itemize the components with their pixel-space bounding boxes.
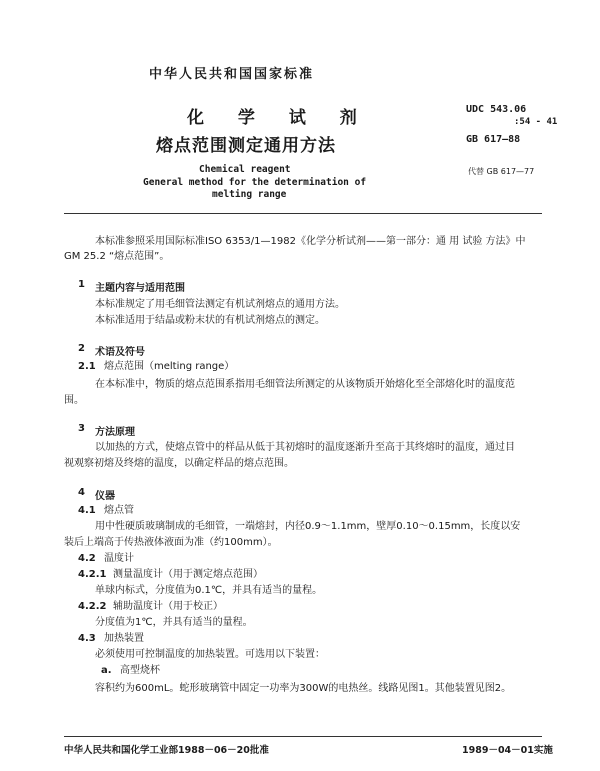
section-1-number: 1 bbox=[78, 279, 85, 290]
section-4-2-1-text: 单球内标式，分度值为0.1℃，并具有适当的量程。 bbox=[95, 585, 323, 596]
section-4-2-title: 温度计 bbox=[104, 553, 134, 564]
section-4-number: 4 bbox=[78, 487, 85, 498]
national-standard-heading: 中华人民共和国国家标准 bbox=[149, 67, 315, 82]
section-4-3-number: 4.3 bbox=[78, 633, 96, 644]
intro-line2: GM 25.2 “熔点范围”。 bbox=[64, 251, 170, 262]
section-4-2-1-number: 4.2.1 bbox=[78, 569, 107, 580]
gb-code: GB 617—88 bbox=[466, 134, 521, 145]
section-2-number: 2 bbox=[78, 343, 85, 354]
title-cn-line1: 化 学 试 剂 bbox=[187, 108, 371, 128]
section-3-number: 3 bbox=[78, 423, 85, 434]
item-a-text: 容积约为600mL。蛇形玻璃管中固定一功率为300W的电热丝。线路见图1。其他装置见图2。 bbox=[95, 683, 512, 694]
section-1-para2: 本标准适用于结晶或粉末状的有机试剂熔点的测定。 bbox=[95, 315, 325, 326]
footer-implement-date: 1989－04－01实施 bbox=[462, 745, 553, 756]
section-4-2-number: 4.2 bbox=[78, 553, 96, 564]
section-4-title: 仪器 bbox=[95, 491, 115, 502]
section-3-line1: 以加热的方式，使熔点管中的样品从低于其初熔时的温度逐渐升至高于其终熔时的温度，通过目 bbox=[95, 442, 515, 453]
title-en-line2: General method for the determination of bbox=[143, 177, 367, 188]
section-4-1-line2: 装后上端高于传热液体液面为准（约100mm）。 bbox=[64, 537, 278, 548]
item-a-title: 高型烧杯 bbox=[120, 665, 160, 676]
title-cn-line2: 熔点范围测定通用方法 bbox=[156, 136, 336, 156]
section-2-1-line2: 围。 bbox=[64, 395, 84, 406]
section-2-1-line1: 在本标准中，物质的熔点范围系指用毛细管法所测定的从该物质开始熔化至全部熔化时的温度范 bbox=[95, 379, 515, 390]
intro-line1: 本标准参照采用国际标准ISO 6353/1—1982《化学分析试剂——第一部分：通 用 试验 方法》中 bbox=[95, 236, 526, 247]
section-2-1-title: 熔点范围（melting range） bbox=[104, 361, 235, 372]
title-en-line3: melting range bbox=[212, 189, 287, 200]
footer-divider bbox=[64, 736, 542, 737]
section-4-2-2-number: 4.2.2 bbox=[78, 601, 107, 612]
footer-issuer: 中华人民共和国化学工业部1988－06－20批准 bbox=[64, 745, 269, 756]
replaces-note: 代替 GB 617—77 bbox=[468, 167, 535, 176]
section-2-title: 术语及符号 bbox=[95, 347, 145, 358]
title-en-line1: Chemical reagent bbox=[199, 164, 291, 175]
section-4-2-2-title: 辅助温度计（用于校正） bbox=[113, 601, 223, 612]
udc-code-suffix: :54 - 41 bbox=[514, 117, 558, 127]
section-3-title: 方法原理 bbox=[95, 427, 135, 438]
section-4-1-title: 熔点管 bbox=[104, 505, 134, 516]
item-a-label: a. bbox=[101, 665, 112, 676]
section-4-2-1-title: 测量温度计（用于测定熔点范围） bbox=[113, 569, 263, 580]
section-1-title: 主题内容与适用范围 bbox=[95, 283, 185, 294]
header-divider bbox=[64, 213, 542, 214]
section-4-3-title: 加热装置 bbox=[104, 633, 144, 644]
section-1-para1: 本标准规定了用毛细管法测定有机试剂熔点的通用方法。 bbox=[95, 299, 345, 310]
section-2-1-number: 2.1 bbox=[78, 361, 96, 372]
section-4-3-text: 必须使用可控制温度的加热装置。可选用以下装置： bbox=[95, 649, 325, 660]
udc-code: UDC 543.06 bbox=[466, 104, 527, 115]
section-4-1-number: 4.1 bbox=[78, 505, 96, 516]
section-4-1-line1: 用中性硬质玻璃制成的毛细管，一端熔封，内径0.9～1.1mm，壁厚0.10～0.15mm，长度以安 bbox=[95, 521, 521, 532]
section-3-line2: 视观察初熔及终熔的温度，以确定样品的熔点范围。 bbox=[64, 458, 294, 469]
section-4-2-2-text: 分度值为1℃，并具有适当的量程。 bbox=[95, 617, 253, 628]
